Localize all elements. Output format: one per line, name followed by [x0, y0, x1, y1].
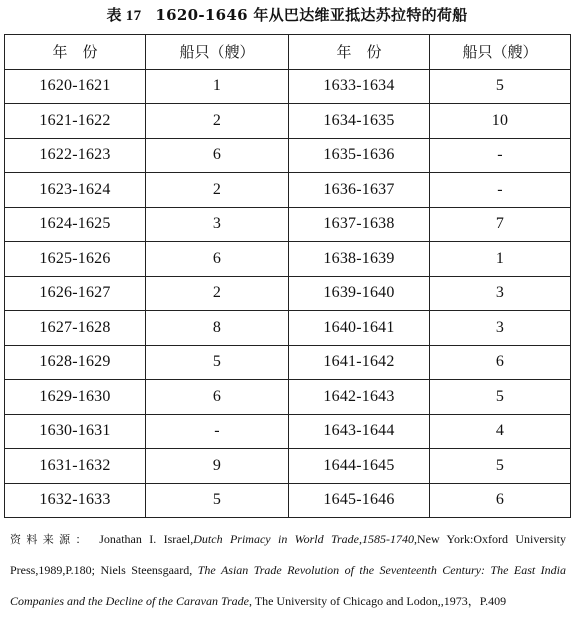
- cell-ships-left: 6: [146, 380, 289, 415]
- cell-year-right: 1640-1641: [289, 311, 430, 346]
- cell-ships-left: 2: [146, 104, 289, 139]
- cell-ships-left: 8: [146, 311, 289, 346]
- cell-year-right: 1644-1645: [289, 449, 430, 484]
- table-row: [5, 276, 571, 311]
- table-row: [5, 311, 571, 346]
- table-row: [5, 449, 571, 484]
- ships-table: [4, 34, 571, 518]
- table-row: [5, 173, 571, 208]
- cell-ships-left: 2: [146, 173, 289, 208]
- cell-ships-left: 3: [146, 207, 289, 242]
- cell-ships-right: 5: [430, 449, 571, 484]
- cell-ships-right: 6: [430, 345, 571, 380]
- cell-year-right: 1635-1636: [289, 138, 430, 173]
- cell-year-right: 1637-1638: [289, 207, 430, 242]
- cell-year-right: 1633-1634: [289, 69, 430, 104]
- header-ships-left: 船只（艘）: [146, 35, 289, 70]
- cell-ships-right: 5: [430, 69, 571, 104]
- cell-year-right: 1634-1635: [289, 104, 430, 139]
- table-row: [5, 138, 571, 173]
- cell-year-right: 1643-1644: [289, 414, 430, 449]
- cell-year-left: 1628-1629: [5, 345, 146, 380]
- cell-year-left: 1623-1624: [5, 173, 146, 208]
- table-row: [5, 380, 571, 415]
- source-title-1: Dutch Primacy in World Trade,1585-1740: [193, 532, 414, 546]
- table-caption: [0, 4, 574, 25]
- cell-year-right: 1639-1640: [289, 276, 430, 311]
- cell-ships-left: -: [146, 414, 289, 449]
- table-number: 表 17: [106, 8, 142, 24]
- cell-year-left: 1622-1623: [5, 138, 146, 173]
- table-row: [5, 414, 571, 449]
- cell-ships-left: 1: [146, 69, 289, 104]
- source-title-2: The Asian Trade Revolution of the Seventeenth Century: The East India Companies and the Decline of the Caravan Trade: [10, 563, 566, 608]
- cell-year-left: 1620-1621: [5, 69, 146, 104]
- cell-ships-right: 3: [430, 276, 571, 311]
- table-row: [5, 483, 571, 518]
- header-year-left: 年 份: [5, 35, 146, 70]
- cell-ships-left: 2: [146, 276, 289, 311]
- cell-year-left: 1621-1622: [5, 104, 146, 139]
- cell-year-left: 1625-1626: [5, 242, 146, 277]
- cell-ships-left: 6: [146, 242, 289, 277]
- cell-ships-right: 1: [430, 242, 571, 277]
- cell-ships-left: 9: [146, 449, 289, 484]
- cell-year-right: 1638-1639: [289, 242, 430, 277]
- cell-year-left: 1632-1633: [5, 483, 146, 518]
- cell-ships-right: -: [430, 138, 571, 173]
- source-author: Jonathan I. Israel,: [99, 532, 194, 546]
- cell-year-right: 1642-1643: [289, 380, 430, 415]
- table-row: [5, 345, 571, 380]
- cell-ships-right: 3: [430, 311, 571, 346]
- cell-ships-left: 5: [146, 345, 289, 380]
- cell-year-left: 1631-1632: [5, 449, 146, 484]
- header-year-right: 年 份: [289, 35, 430, 70]
- cell-ships-left: 6: [146, 138, 289, 173]
- table-title: 1620-1646 年从巴达维亚抵达苏拉特的荷船: [155, 6, 468, 24]
- table-body: [5, 69, 571, 518]
- cell-year-right: 1641-1642: [289, 345, 430, 380]
- cell-year-right: 1636-1637: [289, 173, 430, 208]
- source-note: [10, 524, 566, 617]
- table-header-row: [5, 35, 571, 70]
- cell-ships-right: 10: [430, 104, 571, 139]
- cell-ships-right: 4: [430, 414, 571, 449]
- cell-ships-right: 7: [430, 207, 571, 242]
- cell-year-left: 1629-1630: [5, 380, 146, 415]
- source-publisher-2: , The University of Chicago and Lodon,,1973，P.409: [248, 594, 507, 608]
- cell-ships-left: 5: [146, 483, 289, 518]
- cell-year-left: 1627-1628: [5, 311, 146, 346]
- cell-ships-right: -: [430, 173, 571, 208]
- cell-year-left: 1624-1625: [5, 207, 146, 242]
- table-row: [5, 207, 571, 242]
- table-row: [5, 242, 571, 277]
- table-row: [5, 69, 571, 104]
- cell-ships-right: 5: [430, 380, 571, 415]
- source-publisher-1: ,New York:Oxford University Press,1989,P.180; Niels Steensgaard,: [10, 532, 567, 577]
- source-lead: 资料来源：: [10, 533, 92, 546]
- cell-year-left: 1626-1627: [5, 276, 146, 311]
- cell-year-right: 1645-1646: [289, 483, 430, 518]
- table-row: [5, 104, 571, 139]
- header-ships-right: 船只（艘）: [430, 35, 571, 70]
- cell-year-left: 1630-1631: [5, 414, 146, 449]
- cell-ships-right: 6: [430, 483, 571, 518]
